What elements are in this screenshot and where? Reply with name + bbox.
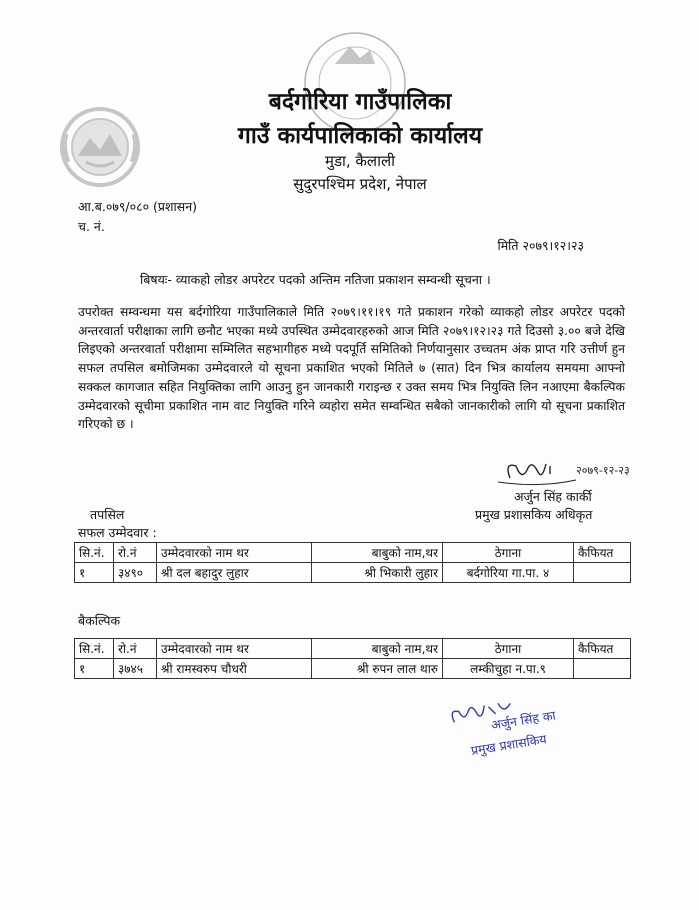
letter-number: च. नं. [78,219,105,234]
table-header-row [75,543,631,563]
table-row [75,659,631,679]
municipality-title: बर्दगोरिया गाउँपालिका [268,89,452,115]
successful-table [74,542,631,583]
signer-name: अर्जुन सिंह कार्की [514,489,592,504]
notice-body: उपरोक्त सम्वन्धमा यस बर्दगोरिया गाउँपालिकाले मिति २०७९।११।१९ गते प्रकाशन गरेको व्याकहो लोडर अपरेटर पदको अन्तरवार्ता परीक्षाका लागि छनौट भएका मध्ये उपस्थित उम्मेदवारहरुको आज मिति २०७९।१२।२३ गते दिउसो ३.०० बजे देखि लिइएको अन्तरवार्ता परीक्षामा सम्मिलित सहभागीहरु मध्ये पदपूर्ति समितिको निर्णयानुसार उच्चतम अंक प्राप्त गरि उत्तीर्ण हुन सफल तपसिल बमोजिमका उम्मेदवारले यो सूचना प्रकाशित भएको मितिले ७ (सात) दिन भित्र कार्यालय समयमा आफ्नो सक्कल कागजात सहित नियुक्तिका लागि आउनु हुन जानकारी गराइन्छ र उक्त समय भित्र नियुक्ति लिन नआएमा बैकल्पिक उम्मेदवारको सूचीमा प्रकाशित नाम वाट नियुक्ति गरिने व्यहोरा समेत सम्वन्धित सबैको जानकारीको लागि यो सूचना प्रकाशित गरिएको छ । [78,305,625,432]
table-cell [574,659,631,679]
alternate-table [74,638,631,679]
official-stamp [442,683,600,772]
table-cell: श्री रुपन लाल थारु [312,659,443,679]
signature-date-note: २०७९-१२-२३ [576,464,630,477]
table-cell: ३७४५ [114,659,157,679]
table-cell: १ [75,659,114,679]
header-cell: बाबुको नाम,थर [312,543,443,563]
header-cell: उम्मेदवारको नाम थर [157,543,312,563]
table-cell: ३४९० [114,563,157,583]
header-cell: उम्मेदवारको नाम थर [157,639,312,659]
header-cell: सि.नं. [75,639,114,659]
header-cell: रो.नं [114,639,157,659]
table-cell: श्री दल बहादुर लुहार [157,563,312,583]
table-cell: बर्दगोरिया गा.पा. ४ [443,563,574,583]
stamp-title: प्रमुख प्रशासकिय [469,731,548,759]
table-cell: श्री भिकारी लुहार [312,563,443,583]
header-cell: कैफियत [574,639,631,659]
stamp-name: अर्जुन सिंह का [490,707,557,733]
province-name: सुदुरपश्चिम प्रदेश, नेपाल [293,175,427,193]
signature-icon [480,452,630,492]
header-cell: सि.नं. [75,543,114,563]
office-title: गाउँ कार्यपालिकाको कार्यालय [237,123,483,149]
table-cell: १ [75,563,114,583]
notice-subject: बिषयः- व्याकहो लोडर अपरेटर पदको अन्तिम नतिजा प्रकाशन सम्वन्धी सूचना । [140,272,491,287]
table-cell [574,563,631,583]
signer-title: प्रमुख प्रशासकिय अधिकृत [475,507,593,522]
successful-label: सफल उम्मेदवार : [78,525,157,540]
table-cell: लम्कीचुहा न.पा.९ [443,659,574,679]
nepal-emblem-icon [56,104,144,190]
header-cell: ठेगाना [443,639,574,659]
table-row [75,563,631,583]
header-cell: ठेगाना [443,543,574,563]
header-cell: रो.नं [114,543,157,563]
office-location: मुडा, कैलाली [324,152,396,170]
header-cell: बाबुको नाम,थर [312,639,443,659]
table-cell: श्री रामस्वरुप चौधरी [157,659,312,679]
fiscal-year-ref: आ.ब.०७९/०८० (प्रशासन) [78,199,198,214]
table-header-row [75,639,631,659]
tapasil-label: तपसिल [90,507,125,522]
notice-date: मिति २०७९।१२।२३ [497,238,584,253]
alternate-label: बैकल्पिक [78,613,121,628]
header-cell: कैफियत [574,543,631,563]
